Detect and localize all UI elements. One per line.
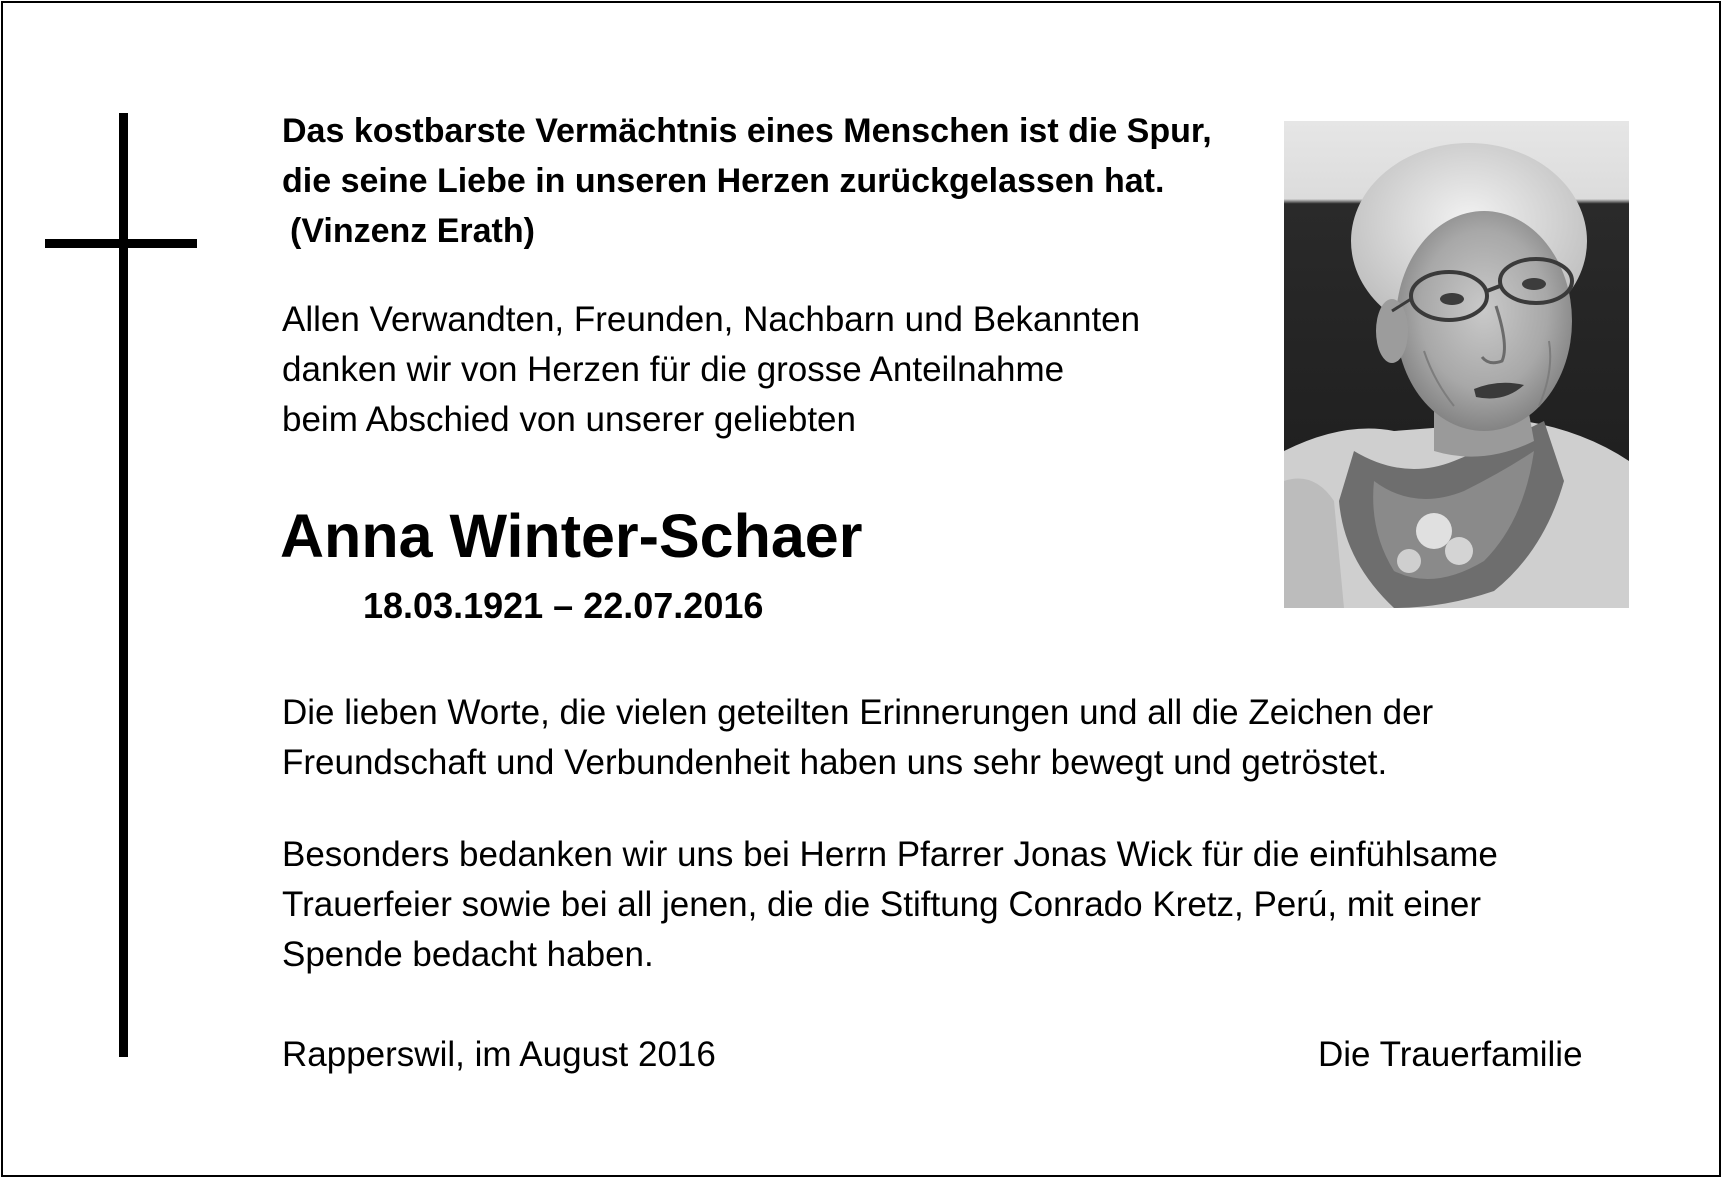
paragraph-line: Die lieben Worte, die vielen geteilten Erinnerungen und all die Zeichen der (282, 693, 1434, 732)
deceased-name: Anna Winter-Schaer (280, 502, 863, 570)
paragraph-line: Spende bedacht haben. (282, 935, 654, 974)
portrait-drawing (1284, 121, 1629, 608)
quote-line: Das kostbarste Vermächtnis eines Menschen ist die Spur, (282, 112, 1212, 150)
portrait-photo (1284, 121, 1629, 608)
special-thanks-paragraph (282, 830, 1498, 980)
cross-horizontal-bar (45, 239, 197, 248)
cross-vertical-bar (119, 113, 128, 1057)
quote-author: (Vinzenz Erath) (290, 212, 535, 250)
paragraph-line: Trauerfeier sowie bei all jenen, die die Stiftung Conrado Kretz, Perú, mit einer (282, 885, 1482, 924)
place-and-date: Rapperswil, im August 2016 (282, 1035, 716, 1074)
memorial-quote (282, 106, 1212, 256)
thanks-line: beim Abschied von unserer geliebten (282, 400, 856, 439)
gratitude-paragraph (282, 688, 1433, 788)
paragraph-line: Freundschaft und Verbundenheit haben uns sehr bewegt und getröstet. (282, 743, 1388, 782)
thanks-line: Allen Verwandten, Freunden, Nachbarn und Bekannten (282, 300, 1141, 339)
paragraph-line: Besonders bedanken wir uns bei Herrn Pfarrer Jonas Wick für die einfühlsame (282, 835, 1498, 874)
quote-line: die seine Liebe in unseren Herzen zurückgelassen hat. (282, 162, 1165, 200)
family-signature: Die Trauerfamilie (1318, 1035, 1583, 1074)
thanks-paragraph (282, 295, 1140, 445)
thanks-line: danken wir von Herzen für die grosse Anteilnahme (282, 350, 1065, 389)
life-dates: 18.03.1921 – 22.07.2016 (363, 585, 764, 626)
